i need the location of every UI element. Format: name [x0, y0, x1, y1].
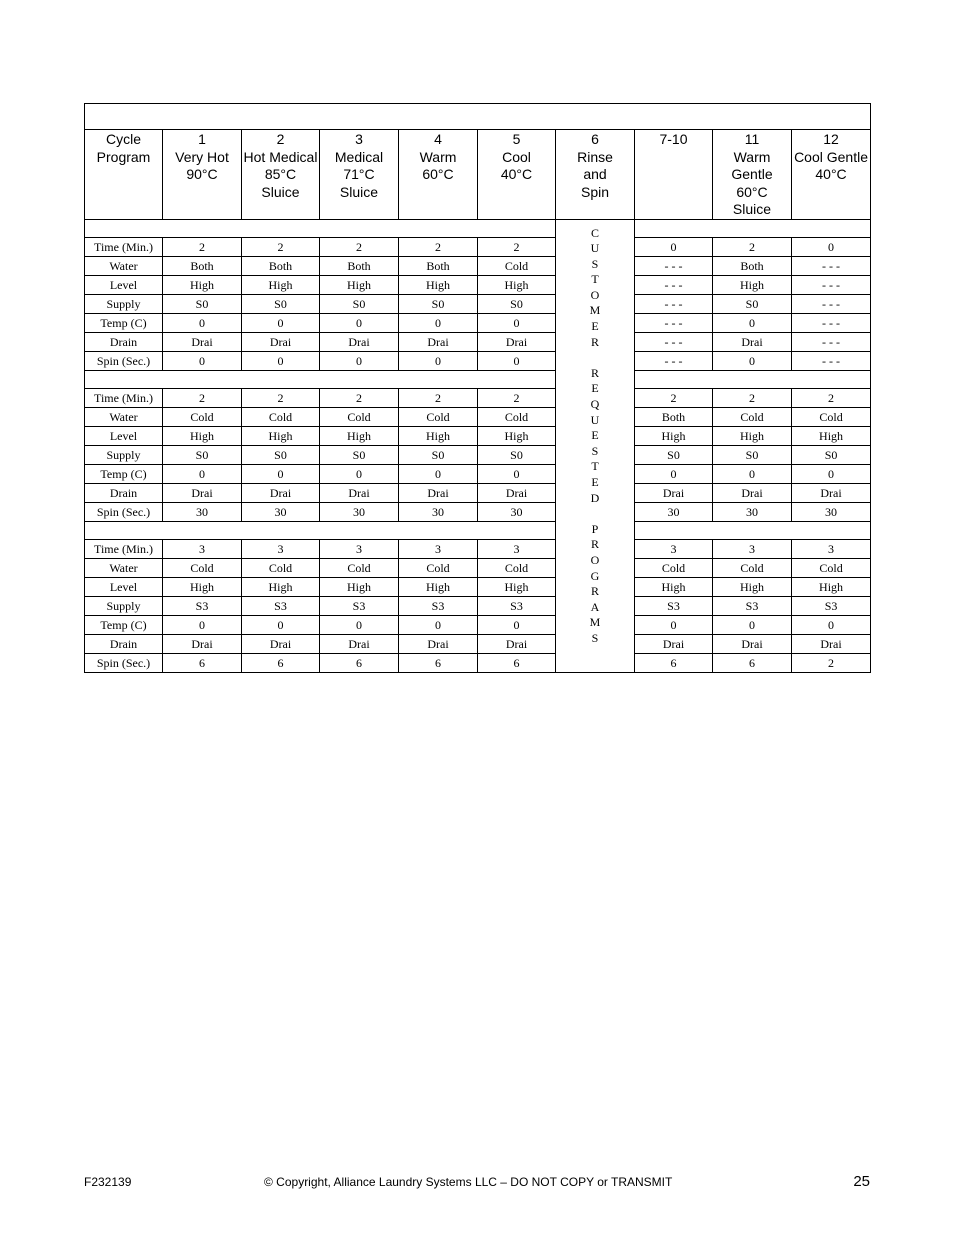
header-line: 2 — [276, 131, 285, 147]
table-cell: - - - — [792, 332, 871, 351]
table-cell: Drai — [713, 634, 792, 653]
table-cell: 0 — [163, 615, 242, 634]
table-cell: S0 — [320, 445, 399, 464]
table-cell: Drai — [635, 634, 713, 653]
table-cell: High — [320, 275, 399, 294]
table-cell: Drai — [163, 332, 242, 351]
header-cycle-program — [85, 130, 163, 220]
separator-cell — [85, 219, 556, 237]
header-line: 40°C — [815, 166, 847, 182]
vertical-letter: Q — [590, 397, 600, 412]
header-line: Spin — [580, 183, 610, 200]
header-line: Rinse — [577, 148, 613, 165]
vertical-letter: R — [590, 365, 599, 380]
table-cell: 0 — [399, 464, 478, 483]
row-label: Time (Min.) — [85, 539, 163, 558]
table-row — [85, 426, 871, 445]
separator-cell — [635, 370, 871, 388]
table-cell: Cold — [163, 558, 242, 577]
table-cell: Cold — [792, 558, 871, 577]
table-cell: High — [242, 577, 320, 596]
vertical-letter: U — [590, 241, 600, 256]
table-cell: High — [635, 426, 713, 445]
table-cell: 30 — [792, 502, 871, 521]
table-cell: 3 — [399, 539, 478, 558]
table-cell: 0 — [713, 313, 792, 332]
footer-doc-number: F232139 — [84, 1175, 132, 1189]
table-row — [85, 483, 871, 502]
header-line: Warm — [419, 148, 457, 165]
vertical-letter: T — [591, 459, 599, 474]
row-label: Temp (C) — [85, 615, 163, 634]
separator-cell — [635, 521, 871, 539]
header-line: 6 — [591, 131, 599, 147]
table-cell: 0 — [713, 464, 792, 483]
table-cell: S3 — [635, 596, 713, 615]
table-cell: Cold — [320, 558, 399, 577]
block-separator-row — [85, 370, 871, 388]
table-cell: - - - — [792, 294, 871, 313]
table-cell: High — [320, 426, 399, 445]
row-label: Supply — [85, 596, 163, 615]
custom-programs-vertical-label — [556, 219, 635, 672]
vertical-letter: O — [590, 552, 600, 567]
table-cell: 0 — [320, 615, 399, 634]
table-cell: 6 — [635, 653, 713, 672]
table-cell: S0 — [320, 294, 399, 313]
table-cell: 0 — [635, 615, 713, 634]
vertical-letter: R — [590, 334, 599, 349]
table-cell: S3 — [713, 596, 792, 615]
table-cell: S0 — [478, 294, 556, 313]
table-cell: Drai — [399, 483, 478, 502]
table-cell: 0 — [242, 313, 320, 332]
table-cell: - - - — [792, 256, 871, 275]
table-cell: Drai — [478, 332, 556, 351]
table-cell: Drai — [792, 634, 871, 653]
table-cell: S0 — [242, 445, 320, 464]
table-cell: Both — [242, 256, 320, 275]
table-row — [85, 615, 871, 634]
table-cell: Cold — [635, 558, 713, 577]
table-row — [85, 332, 871, 351]
table-row — [85, 634, 871, 653]
header-label-line: Cycle — [105, 131, 141, 147]
row-label: Time (Min.) — [85, 237, 163, 256]
header-line: Cool Gentle — [794, 148, 868, 165]
separator-cell — [635, 219, 871, 237]
table-cell: Cold — [792, 407, 871, 426]
table-cell: 30 — [713, 502, 792, 521]
table-row — [85, 653, 871, 672]
table-row — [85, 596, 871, 615]
table-cell: Both — [635, 407, 713, 426]
table-cell: Drai — [320, 634, 399, 653]
row-label: Spin (Sec.) — [85, 502, 163, 521]
vertical-letter: E — [591, 319, 599, 334]
table-cell: 2 — [399, 237, 478, 256]
header-line: 85°C — [264, 166, 297, 182]
table-cell: - - - — [635, 294, 713, 313]
vertical-letter — [556, 350, 634, 366]
table-cell: Drai — [713, 332, 792, 351]
vertical-letter: S — [591, 443, 599, 458]
table-cell: High — [399, 577, 478, 596]
table-cell: 0 — [320, 351, 399, 370]
table-cell: 30 — [242, 502, 320, 521]
table-cell: 0 — [399, 615, 478, 634]
table-cell: 30 — [478, 502, 556, 521]
table-row — [85, 313, 871, 332]
table-row — [85, 237, 871, 256]
table-cell: 0 — [320, 464, 399, 483]
header-column-4 — [399, 130, 478, 220]
table-row — [85, 502, 871, 521]
table-cell: Cold — [242, 558, 320, 577]
row-label: Temp (C) — [85, 464, 163, 483]
table-cell: High — [242, 275, 320, 294]
row-label: Level — [85, 275, 163, 294]
row-label: Level — [85, 577, 163, 596]
row-label: Time (Min.) — [85, 388, 163, 407]
table-title-cell — [85, 104, 871, 130]
table-cell: Both — [163, 256, 242, 275]
row-label: Drain — [85, 634, 163, 653]
table-row — [85, 407, 871, 426]
table-cell: 0 — [399, 351, 478, 370]
table-cell: Drai — [163, 483, 242, 502]
table-cell: - - - — [635, 332, 713, 351]
header-line: and — [583, 166, 607, 182]
table-cell: 0 — [163, 313, 242, 332]
table-cell: 0 — [478, 351, 556, 370]
header-line: 11 — [744, 131, 760, 147]
table-cell: High — [478, 426, 556, 445]
header-column-6 — [556, 130, 635, 220]
row-label: Spin (Sec.) — [85, 351, 163, 370]
table-cell: 2 — [399, 388, 478, 407]
header-line: 3 — [355, 131, 363, 147]
footer-copyright: © Copyright, Alliance Laundry Systems LLC – DO NOT COPY or TRANSMIT — [264, 1175, 673, 1189]
table-cell: Cold — [478, 256, 556, 275]
table-cell: 0 — [242, 464, 320, 483]
header-line: 71°C — [343, 166, 375, 182]
table-cell: 3 — [713, 539, 792, 558]
separator-cell — [85, 370, 556, 388]
table-cell: Drai — [242, 332, 320, 351]
header-line: Hot Medical — [243, 148, 318, 165]
table-cell: 30 — [320, 502, 399, 521]
table-row — [85, 464, 871, 483]
table-cell: 3 — [635, 539, 713, 558]
table-cell: High — [713, 577, 792, 596]
table-cell: Drai — [163, 634, 242, 653]
table-cell: Both — [399, 256, 478, 275]
header-line: Medical — [334, 148, 384, 165]
table-cell: 0 — [242, 615, 320, 634]
vertical-letter: O — [590, 287, 600, 302]
header-line: 60°C — [422, 166, 454, 182]
row-label: Water — [85, 407, 163, 426]
header-column-2 — [242, 130, 320, 220]
table-cell: 2 — [163, 237, 242, 256]
table-cell: High — [399, 426, 478, 445]
vertical-letter — [556, 506, 634, 522]
row-label: Drain — [85, 483, 163, 502]
vertical-letter: U — [590, 412, 600, 427]
table-cell: 6 — [713, 653, 792, 672]
vertical-letter: E — [591, 381, 599, 396]
table-cell: S0 — [242, 294, 320, 313]
vertical-letter: T — [591, 272, 599, 287]
header-line: 40°C — [500, 166, 533, 182]
table-cell: High — [163, 275, 242, 294]
table-cell: High — [163, 577, 242, 596]
table-cell: 30 — [399, 502, 478, 521]
table-cell: Drai — [242, 483, 320, 502]
table-cell: Drai — [713, 483, 792, 502]
table-cell: Cold — [478, 558, 556, 577]
table-row — [85, 388, 871, 407]
table-cell: 2 — [320, 237, 399, 256]
row-label: Temp (C) — [85, 313, 163, 332]
table-cell: 2 — [792, 388, 871, 407]
header-line: 60°C — [736, 183, 768, 200]
table-cell: S3 — [320, 596, 399, 615]
vertical-letter: E — [591, 428, 599, 443]
table-cell: 0 — [792, 615, 871, 634]
separator-cell — [85, 521, 556, 539]
table-cell: 2 — [478, 237, 556, 256]
table-cell: 0 — [478, 615, 556, 634]
header-column-3 — [320, 130, 399, 220]
vertical-letter: S — [591, 630, 599, 645]
table-cell: 3 — [792, 539, 871, 558]
table-row — [85, 445, 871, 464]
table-cell: S3 — [792, 596, 871, 615]
table-cell: 2 — [320, 388, 399, 407]
table-row — [85, 539, 871, 558]
table-cell: S0 — [163, 445, 242, 464]
vertical-letter: R — [590, 584, 599, 599]
table-row — [85, 256, 871, 275]
table-cell: S0 — [399, 445, 478, 464]
table-cell: 30 — [163, 502, 242, 521]
vertical-letter: R — [590, 537, 599, 552]
table-cell: - - - — [792, 351, 871, 370]
table-cell: High — [320, 577, 399, 596]
table-cell: S0 — [792, 445, 871, 464]
table-cell: 0 — [792, 237, 871, 256]
table-header-row — [85, 130, 871, 220]
header-line: Cool — [502, 148, 531, 165]
table-cell: 2 — [713, 388, 792, 407]
table-cell: S3 — [399, 596, 478, 615]
table-cell: Both — [320, 256, 399, 275]
table-cell: 0 — [399, 313, 478, 332]
table-cell: - - - — [792, 313, 871, 332]
row-label: Level — [85, 426, 163, 445]
table-cell: Drai — [320, 332, 399, 351]
table-cell: 6 — [242, 653, 320, 672]
table-cell: 0 — [478, 464, 556, 483]
table-cell: S0 — [163, 294, 242, 313]
table-cell: 0 — [635, 237, 713, 256]
table-cell: 0 — [320, 313, 399, 332]
header-line: Sluice — [732, 201, 772, 217]
table-cell: High — [478, 275, 556, 294]
table-cell: - - - — [792, 275, 871, 294]
header-column-1 — [163, 130, 242, 220]
header-column-8 — [713, 130, 792, 220]
vertical-letter: P — [591, 521, 599, 536]
table-cell: 0 — [713, 615, 792, 634]
cycle-program-table — [84, 103, 871, 673]
row-label: Supply — [85, 445, 163, 464]
table-cell: 2 — [635, 388, 713, 407]
table-cell: Cold — [713, 407, 792, 426]
footer-page-number: 25 — [853, 1173, 870, 1190]
table-cell: 0 — [478, 313, 556, 332]
table-cell: S3 — [478, 596, 556, 615]
table-cell: 6 — [320, 653, 399, 672]
header-column-7 — [635, 130, 713, 220]
table-cell: Drai — [242, 634, 320, 653]
vertical-letter: M — [589, 303, 601, 318]
table-cell: Drai — [635, 483, 713, 502]
table-cell: - - - — [635, 256, 713, 275]
table-cell: Cold — [478, 407, 556, 426]
vertical-letter: D — [590, 490, 600, 505]
table-cell: 6 — [163, 653, 242, 672]
table-cell: Both — [713, 256, 792, 275]
block-separator-row — [85, 219, 871, 237]
table-row — [85, 275, 871, 294]
vertical-letter: G — [590, 568, 600, 583]
row-label: Water — [85, 558, 163, 577]
table-cell: Cold — [320, 407, 399, 426]
row-label: Supply — [85, 294, 163, 313]
header-label-line: Program — [96, 148, 151, 165]
table-cell: - - - — [635, 351, 713, 370]
table-cell: 6 — [478, 653, 556, 672]
table-cell: High — [792, 426, 871, 445]
table-cell: 3 — [320, 539, 399, 558]
table-row — [85, 577, 871, 596]
header-line: Sluice — [339, 183, 379, 200]
table-cell: 0 — [163, 351, 242, 370]
table-cell: 3 — [242, 539, 320, 558]
header-line: 7-10 — [659, 131, 688, 147]
table-cell: Cold — [713, 558, 792, 577]
table-cell: Cold — [242, 407, 320, 426]
table-cell: Drai — [478, 634, 556, 653]
vertical-letter: E — [591, 475, 599, 489]
table-cell: 3 — [478, 539, 556, 558]
header-line: 1 — [198, 131, 206, 147]
header-column-5 — [478, 130, 556, 220]
table-cell: High — [792, 577, 871, 596]
table-cell: High — [635, 577, 713, 596]
table-cell: 2 — [792, 653, 871, 672]
table-cell: 6 — [399, 653, 478, 672]
table-cell: Drai — [320, 483, 399, 502]
table-cell: 3 — [163, 539, 242, 558]
table-cell: High — [478, 577, 556, 596]
table-cell: S0 — [399, 294, 478, 313]
table-cell: 0 — [163, 464, 242, 483]
table-cell: High — [399, 275, 478, 294]
table-cell: S0 — [713, 445, 792, 464]
table-cell: Cold — [399, 407, 478, 426]
header-line: 12 — [823, 131, 839, 147]
table-cell: Drai — [399, 634, 478, 653]
vertical-letter: S — [591, 256, 599, 271]
table-title-row — [85, 104, 871, 130]
vertical-letter: C — [590, 225, 599, 240]
table-cell: 2 — [478, 388, 556, 407]
table-cell: 2 — [242, 388, 320, 407]
header-line: 5 — [512, 131, 521, 147]
table-cell: 2 — [242, 237, 320, 256]
table-cell: S3 — [163, 596, 242, 615]
table-row — [85, 294, 871, 313]
header-column-9 — [792, 130, 871, 220]
table-cell: 0 — [242, 351, 320, 370]
table-cell: High — [713, 426, 792, 445]
header-line: Sluice — [261, 183, 300, 200]
table-cell: High — [163, 426, 242, 445]
table-cell: S0 — [478, 445, 556, 464]
header-line: Gentle — [731, 166, 773, 182]
row-label: Drain — [85, 332, 163, 351]
table-cell: 0 — [792, 464, 871, 483]
header-line: 4 — [434, 131, 442, 147]
table-cell: High — [713, 275, 792, 294]
block-separator-row — [85, 521, 871, 539]
table-row — [85, 351, 871, 370]
row-label: Spin (Sec.) — [85, 653, 163, 672]
table-cell: - - - — [635, 313, 713, 332]
vertical-letter: M — [589, 615, 601, 630]
header-line: Very Hot — [175, 148, 229, 165]
header-line: Warm — [733, 148, 771, 165]
table-cell: Cold — [399, 558, 478, 577]
table-cell: High — [242, 426, 320, 445]
table-cell: Drai — [792, 483, 871, 502]
vertical-letter: A — [590, 599, 600, 614]
table-cell: Drai — [478, 483, 556, 502]
table-cell: Drai — [399, 332, 478, 351]
table-cell: Cold — [163, 407, 242, 426]
table-cell: S0 — [635, 445, 713, 464]
table-cell: 2 — [713, 237, 792, 256]
table-cell: 0 — [713, 351, 792, 370]
table-cell: S3 — [242, 596, 320, 615]
table-cell: S0 — [713, 294, 792, 313]
table-row — [85, 558, 871, 577]
table-cell: - - - — [635, 275, 713, 294]
table-cell: 30 — [635, 502, 713, 521]
table-cell: 2 — [163, 388, 242, 407]
table-cell: 0 — [635, 464, 713, 483]
header-line: 90°C — [186, 166, 218, 182]
row-label: Water — [85, 256, 163, 275]
